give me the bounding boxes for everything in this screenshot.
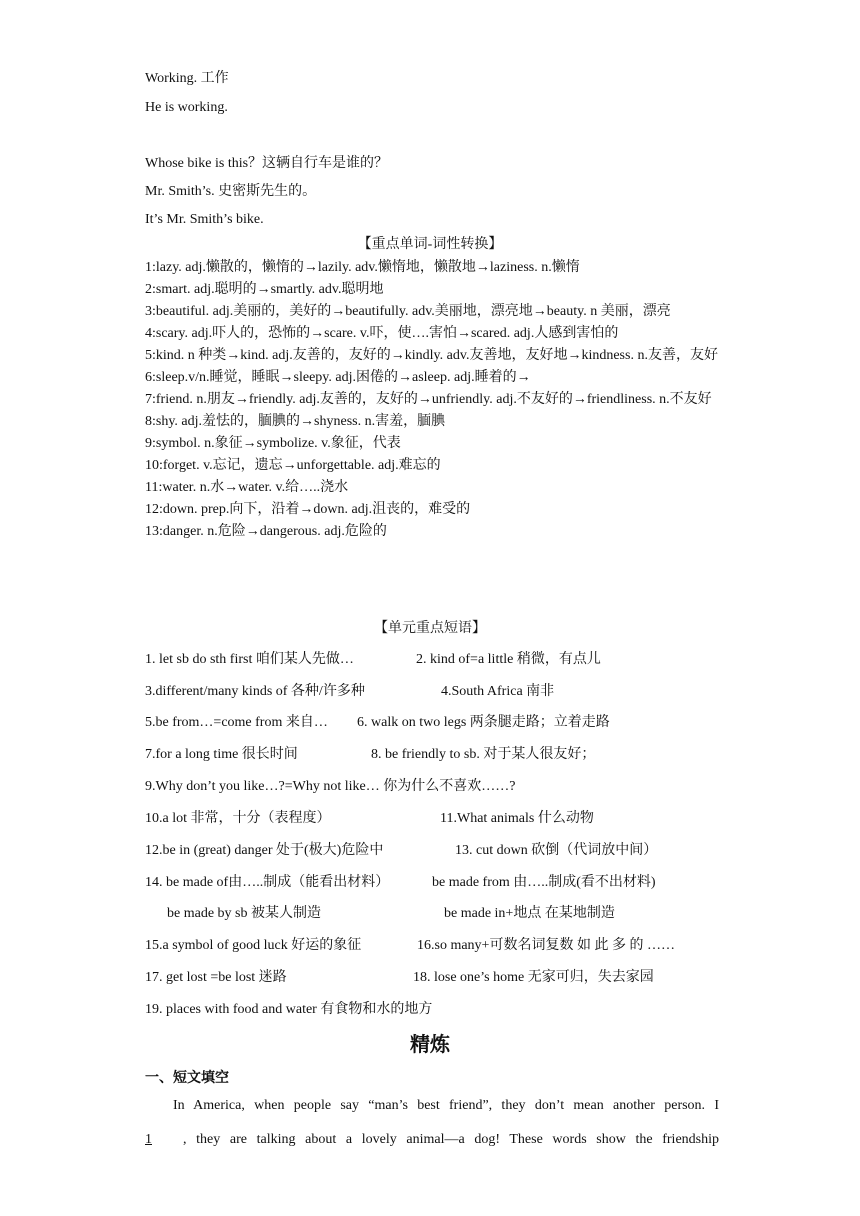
passage-line [145, 1123, 719, 1157]
phrase-item: 7.for a long time 很长时间 [145, 747, 298, 762]
vocab-item: 3:beautiful. adj.美丽的，美好的→beautifully. adv.美丽地，漂亮地→beauty. n 美丽，漂亮 [145, 304, 671, 319]
passage [145, 1089, 719, 1157]
dialogue-line: It’s Mr. Smith’s bike. [145, 212, 264, 227]
vocab-item: 10:forget. v.忘记，遗忘→unforgettable. adj.难忘的 [145, 458, 441, 473]
phrase-item: 12.be in (great) danger 处于(极大)危险中 [145, 843, 384, 858]
vocab-item: 5:kind. n 种类→kind. adj.友善的，友好的→kindly. adv.友善地，友好地→kindness. n.友善，友好 [145, 348, 718, 363]
vocab-item: 4:scary. adj.吓人的，恐怖的→scare. v.吓，使….害怕→scared. adj.人感到害怕的 [145, 326, 619, 341]
phrase-item: 18. lose one’s home 无家可归，失去家园 [413, 970, 654, 985]
phrase-item: be made in+地点 在某地制造 [444, 906, 615, 921]
phrase-item: 2. kind of=a little 稍微，有点儿 [416, 652, 601, 667]
phrase-item: 10.a lot 非常，十分（表程度） [145, 811, 331, 826]
phrase-item: 17. get lost =be lost 迷路 [145, 970, 287, 985]
dialogue-line: Whose bike is this？这辆自行车是谁的？ [145, 156, 389, 171]
phrase-item: be made by sb 被某人制造 [167, 906, 321, 921]
phrase-item: be made from 由…..制成(看不出材料) [432, 875, 656, 890]
blank-number[interactable]: 1 [145, 1132, 152, 1147]
passage-line [145, 1089, 719, 1123]
phrase-item: 5.be from…=come from 来自… [145, 715, 328, 730]
dialogue-line: Mr. Smith’s. 史密斯先生的。 [145, 184, 317, 199]
phrase-item: 6. walk on two legs 两条腿走路；立着走路 [357, 715, 610, 730]
vocab-item: 1:lazy. adj.懒散的，懒惰的→lazily. adv.懒惰地，懒散地→laziness. n.懒惰 [145, 260, 580, 275]
vocab-item: 7:friend. n.朋友→friendly. adj.友善的，友好的→unfriendly. adj.不友好的→friendliness. n.不友好 [145, 392, 712, 407]
vocab-item: 13:danger. n.危险→dangerous. adj.危险的 [145, 524, 387, 539]
phrase-item: 9.Why don’t you like…?=Why not like… 你为什么不喜欢……? [145, 779, 516, 794]
phrase-item: 14. be made of由…..制成（能看出材料） [145, 875, 390, 890]
phrase-item: 4.South Africa 南非 [441, 684, 555, 699]
vocab-item: 9:symbol. n.象征→symbolize. v.象征，代表 [145, 436, 401, 451]
phrase-item: 15.a symbol of good luck 好运的象征 [145, 938, 362, 953]
vocab-list [145, 257, 720, 543]
passage-text: , they are talking about a lovely animal—a dog! These words show the friendship [183, 1132, 719, 1147]
phrase-item: 3.different/many kinds of 各种/许多种 [145, 684, 365, 699]
vocab-heading: 【重点单词-词性转换】 [357, 237, 503, 252]
phrase-heading: 【单元重点短语】 [374, 621, 486, 636]
dialogue-line: He is working. [145, 100, 228, 115]
vocab-item: 12:down. prep.向下，沿着→down. adj.沮丧的，难受的 [145, 502, 471, 517]
vocab-item: 6:sleep.v/n.睡觉，睡眠→sleepy. adj.困倦的→asleep. adj.睡着的→ [145, 370, 531, 385]
passage-text: In America, when people say “man’s best friend”, they don’t mean another person. I [173, 1098, 719, 1113]
vocab-item: 11:water. n.水→water. v.给…..浇水 [145, 480, 349, 495]
phrase-item: 1. let sb do sth first 咱们某人先做… [145, 652, 354, 667]
dialogue-line: Working. 工作 [145, 71, 229, 86]
vocab-item: 8:shy. adj.羞怯的，腼腆的→shyness. n.害羞，腼腆 [145, 414, 446, 429]
phrase-item: 11.What animals 什么动物 [440, 811, 594, 826]
section-title: 一、短文填空 [145, 1070, 229, 1086]
phrase-item: 13. cut down 砍倒（代词放中间） [455, 843, 658, 858]
phrase-item: 16.so many+可数名词复数 如 此 多 的 …… [417, 938, 675, 953]
vocab-item: 2:smart. adj.聪明的→smartly. adv.聪明地 [145, 282, 384, 297]
exercise-title: 精炼 [410, 1032, 450, 1056]
phrase-item: 8. be friendly to sb. 对于某人很友好； [371, 747, 596, 762]
phrase-item: 19. places with food and water 有食物和水的地方 [145, 1002, 433, 1017]
